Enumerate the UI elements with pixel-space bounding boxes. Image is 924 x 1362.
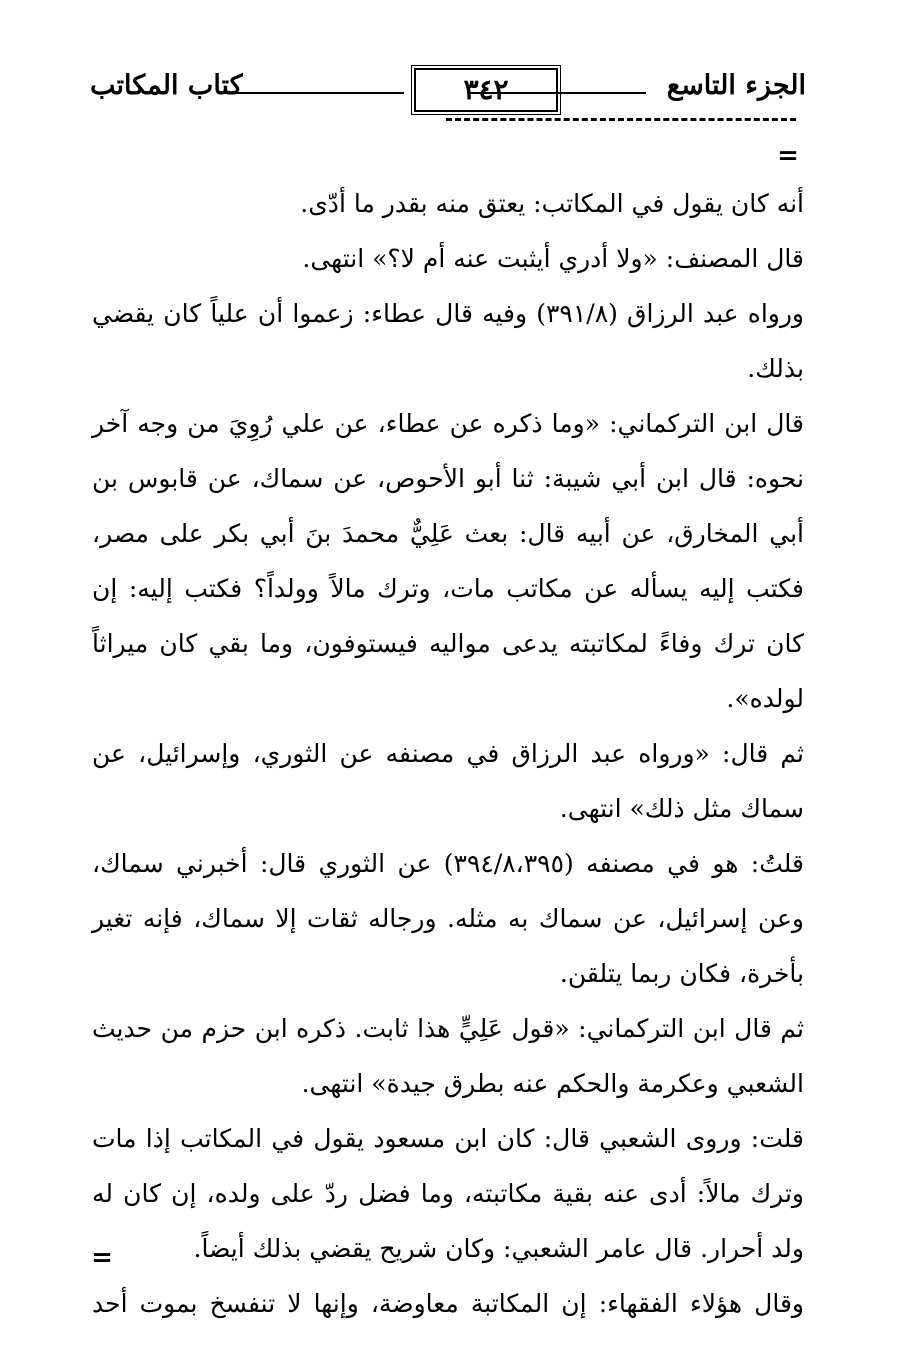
- running-head-book: كتاب المكاتب: [90, 70, 243, 101]
- paragraph-7: ثم قال ابن التركماني: «قول عَلِيٍّ هذا ثابت. ذكره ابن حزم من حديث الشعبي وعكرمة والحكم عنه بطرق جيدة» انتهى.: [92, 1014, 804, 1098]
- paragraph-5: ثم قال: «ورواه عبد الرزاق في مصنفه عن الثوري، وإسرائيل، عن سماك مثل ذلك» انتهى.: [92, 739, 804, 823]
- paragraph-1: أنه كان يقول في المكاتب: يعتق منه بقدر ما أدّى.: [300, 189, 804, 218]
- paragraph-4: قال ابن التركماني: «وما ذكره عن عطاء، عن علي رُوِيَ من وجه آخر نحوه: قال ابن أبي شيبة: ثنا أبو الأحوص، عن سماك، عن قابوس بن أبي المخارق، عن أبيه قال: بعث عَلِيٌّ محمدَ بنَ أبي بكر على مصر، فكتب إليه يسأله عن مكاتب مات، وترك مالاً وولداً؟ فكتب إليه: إن كان ترك وفاءً لمكاتبته يدعى مواليه فيستوفون، وما بقي كان ميراثاً لولده».: [92, 409, 804, 713]
- header-rule-left: [224, 92, 404, 94]
- paragraph-2: قال المصنف: «ولا أدري أيثبت عنه أم لا؟» انتهى.: [302, 244, 804, 273]
- running-head-volume: الجزء التاسع: [666, 70, 806, 101]
- paragraph-9: وقال هؤلاء الفقهاء: إن المكاتبة معاوضة، وإنها لا تنفسخ بموت أحد: [92, 1289, 804, 1318]
- paragraph-8: قلت: وروى الشعبي قال: كان ابن مسعود يقول في المكاتب إذا مات وترك مالاً: أدى عنه بقية مكاتبته، وما فضل ردّ على ولده، إن كان له ولد أحرار. قال عامر الشعبي: وكان شريح يقضي بذلك أيضاً.: [92, 1124, 804, 1263]
- paragraph-6: قلتُ: هو في مصنفه (٣٩٤/٨،٣٩٥) عن الثوري قال: أخبرني سماك، وعن إسرائيل، عن سماك به مثله. ورجاله ثقات إلا سماك، فإنه تغير بأخرة، فكان ربما يتلقن.: [92, 849, 804, 988]
- dashed-separator: [446, 118, 796, 121]
- paragraph-3: ورواه عبد الرزاق (٣٩١/٨) وفيه قال عطاء: زعموا أن علياً كان يقضي بذلك.: [92, 299, 804, 383]
- continuation-mark-bottom: =: [91, 1243, 113, 1273]
- continuation-mark-top: =: [777, 141, 799, 171]
- page-header: [90, 68, 806, 114]
- page-number: ٣٤٢: [414, 68, 558, 112]
- main-text: [92, 176, 804, 1331]
